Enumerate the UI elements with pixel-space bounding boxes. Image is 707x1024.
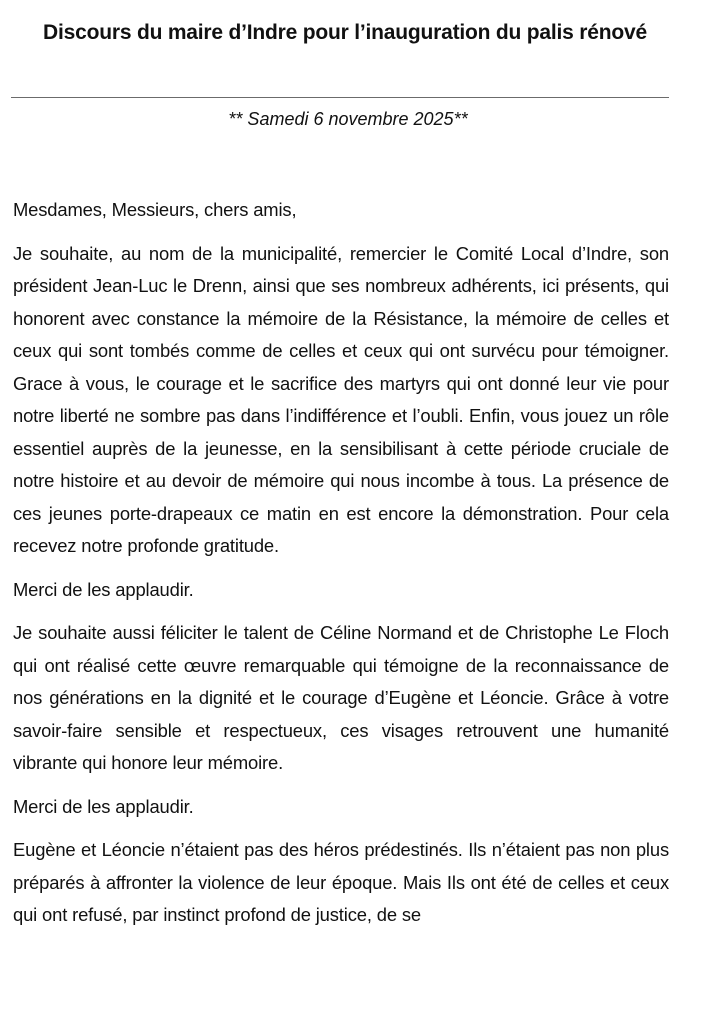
applause-paragraph: Merci de les applaudir. <box>13 578 194 600</box>
document-body <box>13 194 669 943</box>
document-page <box>13 0 669 925</box>
artists-paragraph: Je souhaite aussi féliciter le talent de Céline Normand et de Christophe Le Floch qui ont réalisé cette œuvre remarquable qui témoigne de la reconnaissance de nos générations en la dignité et le courage d’Eugène et Léoncie. Grâce à votre savoir-faire sensible et respectueux, ces visages retrouvent une humanité vibrante qui honore leur mémoire. <box>13 622 669 773</box>
title-divider <box>11 97 669 98</box>
thanks-committee-paragraph: Je souhaite, au nom de la municipalité, remercier le Comité Local d’Indre, son président Jean-Luc le Drenn, ainsi que ses nombreux adhérents, ici présents, qui honorent avec constance la mémoire de la Résistance, la mémoire de celles et ceux qui sont tombés comme de celles et ceux qui ont survécu pour témoigner. Grace à vous, le courage et le sacrifice des martyrs qui ont donné leur vie pour notre liberté ne sombre pas dans l’indifférence et l’oubli. Enfin, vous jouez un rôle essentiel auprès de la jeunesse, en la sensibilisant à cette période cruciale de notre histoire et au devoir de mémoire qui nous incombe à tous. La présence de ces jeunes porte-drapeaux ce matin en est encore la démonstration. Pour cela recevez notre profonde gratitude. <box>13 242 669 556</box>
applause-paragraph: Merci de les applaudir. <box>13 795 194 817</box>
document-title: Discours du maire d’Indre pour l’inauguration du palis rénové <box>43 21 647 44</box>
salutation-paragraph: Mesdames, Messieurs, chers amis, <box>13 199 297 220</box>
document-date: ** Samedi 6 novembre 2025** <box>228 109 468 129</box>
heroes-paragraph: Eugène et Léoncie n’étaient pas des héros prédestinés. Ils n’étaient pas non plus préparés à affronter la violence de leur époque. Mais Ils ont été de celles et ceux qui ont refusé, par instinct profond de justice, de se <box>13 839 669 925</box>
